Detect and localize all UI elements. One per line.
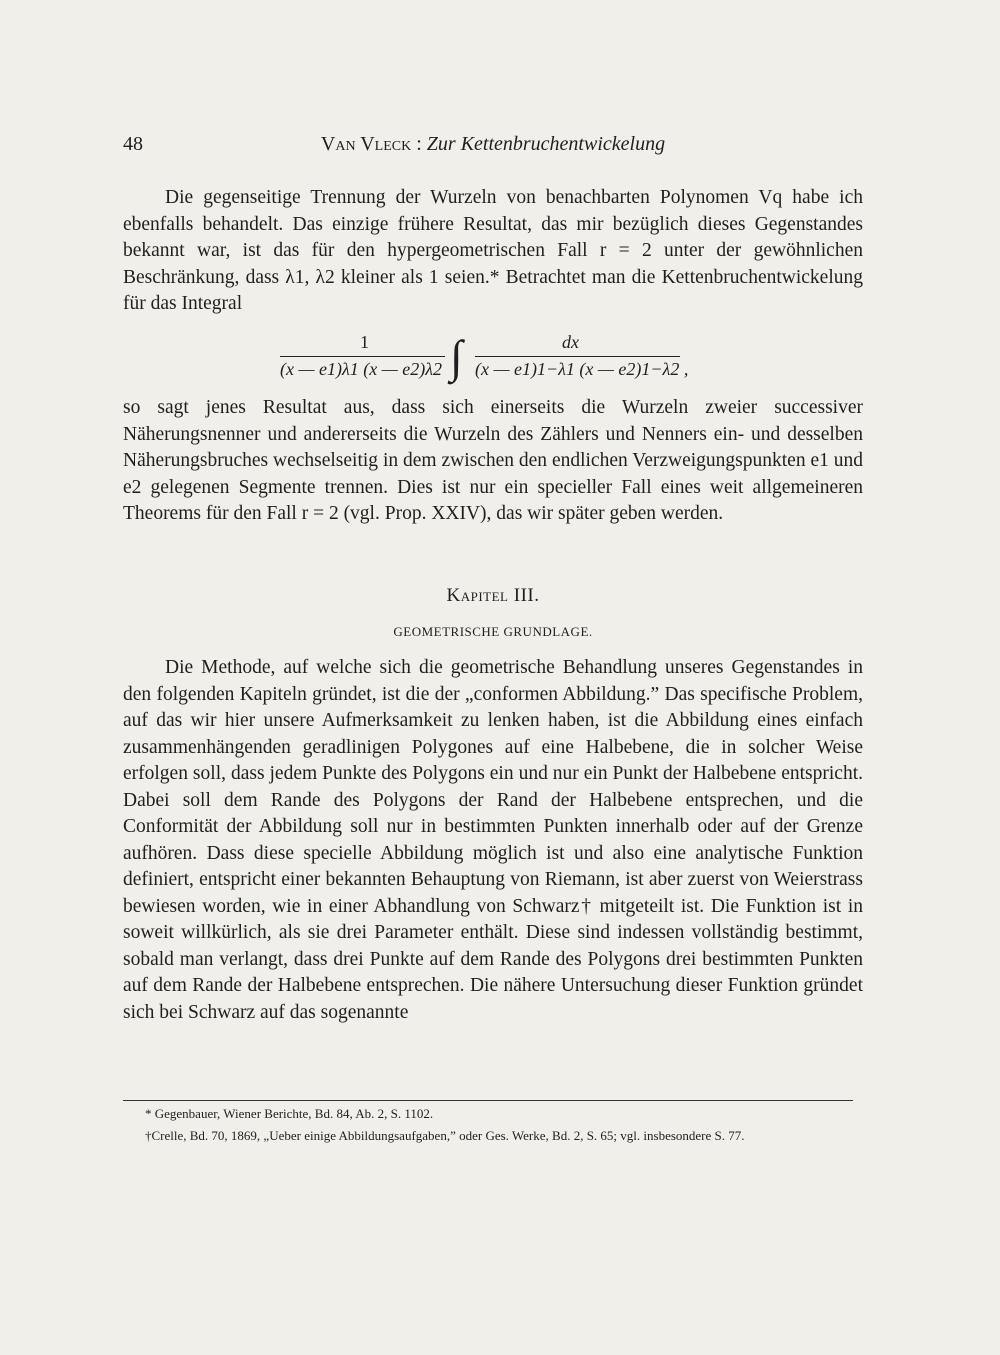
integral-sign: ∫ [450, 331, 463, 382]
chapter-title: Kapitel III. [446, 585, 540, 606]
footnote-rule [123, 1100, 853, 1101]
integral-formula [280, 332, 700, 388]
header-separator: : [411, 133, 427, 155]
page-number: 48 [123, 133, 143, 155]
paragraph-3: Die Methode, auf welche sich die geometrische Behandlung unseres Gegenstandes in den folgenden Kapiteln gründet, ist die der „conformen Abbildung.” Das specifische Problem, auf das wir hier unsere Aufmerksamkeit zu lenken haben, ist die Abbildung eines einfach zusammenhängenden geradlinigen Polygones auf eine Halbebene, die in solcher Weise erfolgen soll, dass jedem Punkte des Polygons ein und nur ein Punkt der Halbebene entspricht. Dabei soll dem Rande des Polygons der Rand der Halbebene entsprechen, und die Conformität der Abbildung soll nur in bestimmten Punkten innerhalb oder auf der Grenze aufhören. Dass diese specielle Abbildung möglich ist und also eine analytische Funktion definiert, entspricht einer bekannten Behauptung von Riemann, ist aber zuerst von Weierstrass bewiesen worden, wie in einer Abhandlung von Schwarz† mitgeteilt ist. Die Funktion ist in soweit willkürlich, als sie drei Parameter enthält. Diese sind indessen vollständig bestimmt, sobald man verlangt, dass drei Punkte auf dem Rande des Polygons drei bestimmten Punkten auf dem Rande der Halbebene entsprechen. Die nähere Untersuchung dieser Funktion gründet sich bei Schwarz auf das sogenannte [123, 657, 863, 1023]
paragraph-1: Die gegenseitige Trennung der Wurzeln von benachbarten Polynomen Vq habe ich ebenfalls behandelt. Das einzige frühere Resultat, das mir bezüglich dieses Gegenstandes bekannt war, ist das für den hypergeometrischen Fall r = 2 unter der gewöhnlichen Beschränkung, dass λ1, λ2 kleiner als 1 seien.* Betrachtet man die Kettenbruchentwickelung für das Integral [123, 187, 863, 314]
running-title [123, 133, 863, 156]
footnote-2 [123, 1127, 863, 1145]
left-fraction-bar [280, 356, 445, 357]
right-numerator: dx [562, 332, 579, 352]
paragraph-2: so sagt jenes Resultat aus, dass sich einerseits die Wurzeln zweier successiver Näherungsnenner und andererseits die Wurzeln des Zählers und Nenners ein- und desselben Näherungsbruches wechselseitig in dem zwischen den endlichen Verzweigungspunkten e1 und e2 gelegenen Segmente trennen. Dies ist nur ein specieller Fall eines weit allgemeineren Theorems für den Fall r = 2 (vgl. Prop. XXIV), das wir später geben werden. [123, 397, 863, 524]
chapter-subtitle: GEOMETRISCHE GRUNDLAGE. [393, 624, 593, 639]
author-name: Van Vleck [320, 133, 412, 155]
left-numerator: 1 [360, 332, 369, 352]
running-header [123, 133, 863, 165]
article-title: Zur Kettenbruchentwickelung [426, 133, 666, 155]
left-denominator: (x — e1)λ1 (x — e2)λ2 [280, 359, 443, 379]
right-fraction-bar [475, 356, 680, 357]
footnote-1: * Gegenbauer, Wiener Berichte, Bd. 84, Ab. 2, S. 1102. [145, 1106, 434, 1121]
right-denominator: (x — e1)1−λ1 (x — e2)1−λ2 , [475, 359, 689, 379]
footnote-2-text: †Crelle, Bd. 70, 1869, „Ueber einige Abbildungsaufgaben,” oder Ges. Werke, Bd. 2, S. 65; vgl. insbesondere S. 77. [145, 1128, 745, 1143]
